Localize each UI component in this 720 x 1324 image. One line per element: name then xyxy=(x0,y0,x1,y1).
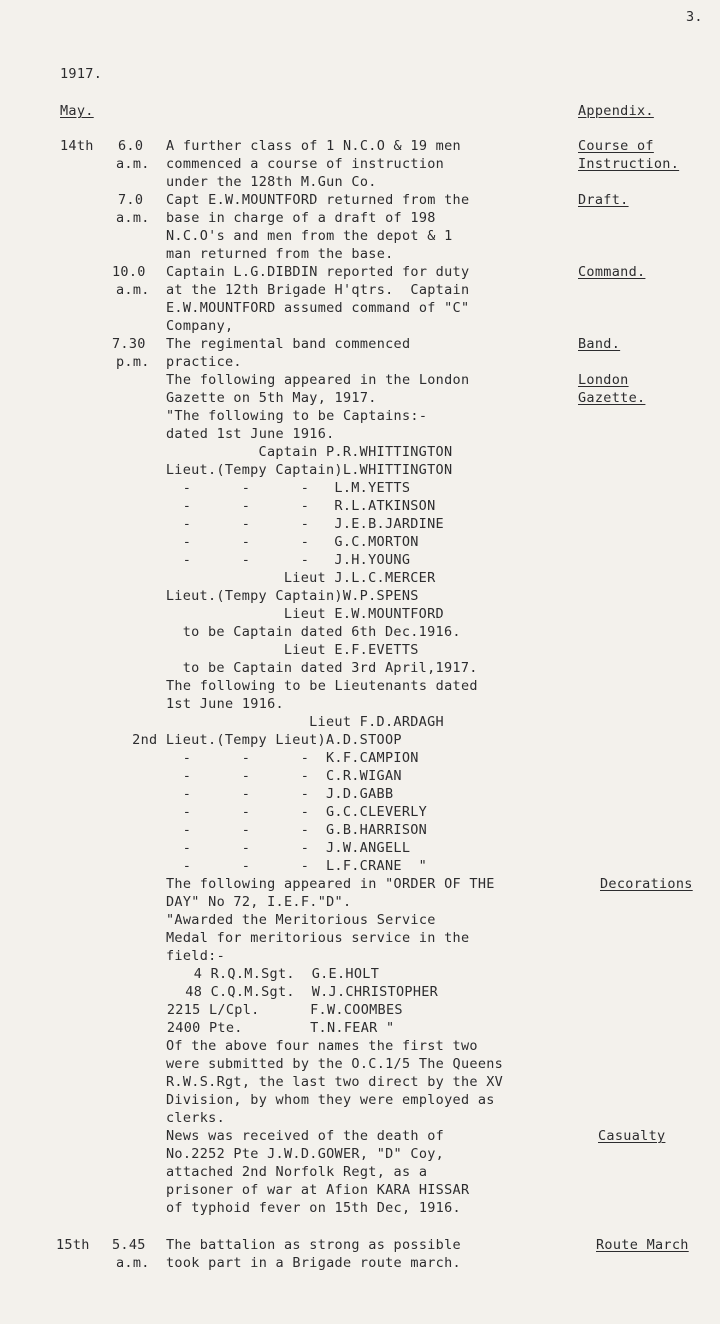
entry-2-time: 7.0 xyxy=(118,192,144,208)
entry-2-ampm: a.m. xyxy=(116,210,150,226)
decorations-line: Medal for meritorious service in the xyxy=(166,930,470,946)
gazette-line: - - - L.M.YETTS xyxy=(90,480,411,496)
gazette-line: 2nd Lieut.(Tempy Lieut)A.D.STOOP xyxy=(90,732,402,748)
gazette-line: - - - J.H.YOUNG xyxy=(90,552,411,568)
decorations-line: clerks. xyxy=(166,1110,225,1126)
entry-4-line: practice. xyxy=(166,354,242,370)
month-heading: May. xyxy=(60,103,94,119)
entry-3-time: 10.0 xyxy=(112,264,146,280)
gazette-line: The following to be Lieutenants dated xyxy=(166,678,478,694)
casualty-line: News was received of the death of xyxy=(166,1128,445,1144)
decorations-line: 4 R.Q.M.Sgt. G.E.HOLT xyxy=(160,966,380,982)
gazette-line: dated 1st June 1916. xyxy=(166,426,335,442)
margin-london: London xyxy=(578,372,629,388)
gazette-line: to be Captain dated 3rd April,1917. xyxy=(90,660,478,676)
margin-casualty: Casualty xyxy=(598,1128,666,1144)
entry-3-line: E.W.MOUNTFORD assumed command of "C" xyxy=(166,300,470,316)
entry-3-line: Company, xyxy=(166,318,234,334)
entry-2-line: N.C.O's and men from the depot & 1 xyxy=(166,228,453,244)
gazette-line: - - - G.C.MORTON xyxy=(90,534,419,550)
entry-8-line: took part in a Brigade route march. xyxy=(166,1255,461,1271)
margin-command: Command. xyxy=(578,264,646,280)
entry-1-line: under the 128th M.Gun Co. xyxy=(166,174,377,190)
date-15th: 15th xyxy=(56,1237,90,1253)
gazette-line: Lieut.(Tempy Captain)W.P.SPENS xyxy=(90,588,419,604)
gazette-line: - - - J.D.GABB xyxy=(90,786,394,802)
entry-4-line: The regimental band commenced xyxy=(166,336,411,352)
decorations-line: 2215 L/Cpl. F.W.COOMBES xyxy=(150,1002,403,1018)
appendix-heading: Appendix. xyxy=(578,103,654,119)
margin-band: Band. xyxy=(578,336,621,352)
gazette-line: The following appeared in the London xyxy=(166,372,470,388)
casualty-line: attached 2nd Norfolk Regt, as a xyxy=(166,1164,428,1180)
gazette-line: 1st June 1916. xyxy=(166,696,284,712)
entry-1-line: A further class of 1 N.C.O & 19 men xyxy=(166,138,461,154)
gazette-line: Lieut J.L.C.MERCER xyxy=(90,570,436,586)
decorations-line: "Awarded the Meritorious Service xyxy=(166,912,436,928)
gazette-line: Gazette on 5th May, 1917. xyxy=(166,390,377,406)
entry-8-line: The battalion as strong as possible xyxy=(166,1237,461,1253)
gazette-line: "The following to be Captains:- xyxy=(166,408,428,424)
gazette-line: to be Captain dated 6th Dec.1916. xyxy=(90,624,461,640)
decorations-line: Of the above four names the first two xyxy=(166,1038,478,1054)
entry-3-line: Captain L.G.DIBDIN reported for duty xyxy=(166,264,470,280)
margin-gazette: Gazette. xyxy=(578,390,646,406)
entry-4-ampm: p.m. xyxy=(116,354,150,370)
entry-2-line: man returned from the base. xyxy=(166,246,394,262)
decorations-line: 48 C.Q.M.Sgt. W.J.CHRISTOPHER xyxy=(160,984,439,1000)
gazette-line: Lieut E.F.EVETTS xyxy=(90,642,419,658)
entry-8-ampm: a.m. xyxy=(116,1255,150,1271)
entry-4-time: 7.30 xyxy=(112,336,146,352)
decorations-line: R.W.S.Rgt, the last two direct by the XV xyxy=(166,1074,504,1090)
entry-3-line: at the 12th Brigade H'qtrs. Captain xyxy=(166,282,470,298)
decorations-line: 2400 Pte. T.N.FEAR " xyxy=(150,1020,395,1036)
margin-route-march: Route March xyxy=(596,1237,689,1253)
entry-1-time: 6.0 xyxy=(118,138,144,154)
page-number: 3. xyxy=(686,9,703,25)
gazette-line: - - - J.W.ANGELL xyxy=(90,840,411,856)
gazette-line: - - - R.L.ATKINSON xyxy=(90,498,436,514)
entry-2-line: Capt E.W.MOUNTFORD returned from the xyxy=(166,192,470,208)
margin-draft: Draft. xyxy=(578,192,629,208)
gazette-line: Captain P.R.WHITTINGTON xyxy=(90,444,453,460)
decorations-line: DAY" No 72, I.E.F."D". xyxy=(166,894,352,910)
margin-instruction: Instruction. xyxy=(578,156,680,172)
decorations-line: The following appeared in "ORDER OF THE xyxy=(166,876,495,892)
gazette-line: Lieut F.D.ARDAGH xyxy=(90,714,444,730)
casualty-line: of typhoid fever on 15th Dec, 1916. xyxy=(166,1200,461,1216)
entry-8-time: 5.45 xyxy=(112,1237,146,1253)
gazette-line: - - - L.F.CRANE " xyxy=(90,858,428,874)
gazette-line: Lieut.(Tempy Captain)L.WHITTINGTON xyxy=(90,462,453,478)
gazette-line: Lieut E.W.MOUNTFORD xyxy=(90,606,444,622)
entry-1-ampm: a.m. xyxy=(116,156,150,172)
entry-1-line: commenced a course of instruction xyxy=(166,156,445,172)
margin-course-of: Course of xyxy=(578,138,654,154)
gazette-line: - - - J.E.B.JARDINE xyxy=(90,516,444,532)
date-14th: 14th xyxy=(60,138,94,154)
gazette-line: - - - G.C.CLEVERLY xyxy=(90,804,428,820)
decorations-line: were submitted by the O.C.1/5 The Queens xyxy=(166,1056,504,1072)
decorations-line: Division, by whom they were employed as xyxy=(166,1092,495,1108)
casualty-line: prisoner of war at Afion KARA HISSAR xyxy=(166,1182,470,1198)
gazette-line: - - - K.F.CAMPION xyxy=(90,750,419,766)
margin-decorations: Decorations xyxy=(600,876,693,892)
year-heading: 1917. xyxy=(60,66,103,82)
gazette-line: - - - C.R.WIGAN xyxy=(90,768,402,784)
entry-2-line: base in charge of a draft of 198 xyxy=(166,210,436,226)
gazette-line: - - - G.B.HARRISON xyxy=(90,822,428,838)
casualty-line: No.2252 Pte J.W.D.GOWER, "D" Coy, xyxy=(166,1146,445,1162)
entry-3-ampm: a.m. xyxy=(116,282,150,298)
decorations-line: field:- xyxy=(166,948,225,964)
